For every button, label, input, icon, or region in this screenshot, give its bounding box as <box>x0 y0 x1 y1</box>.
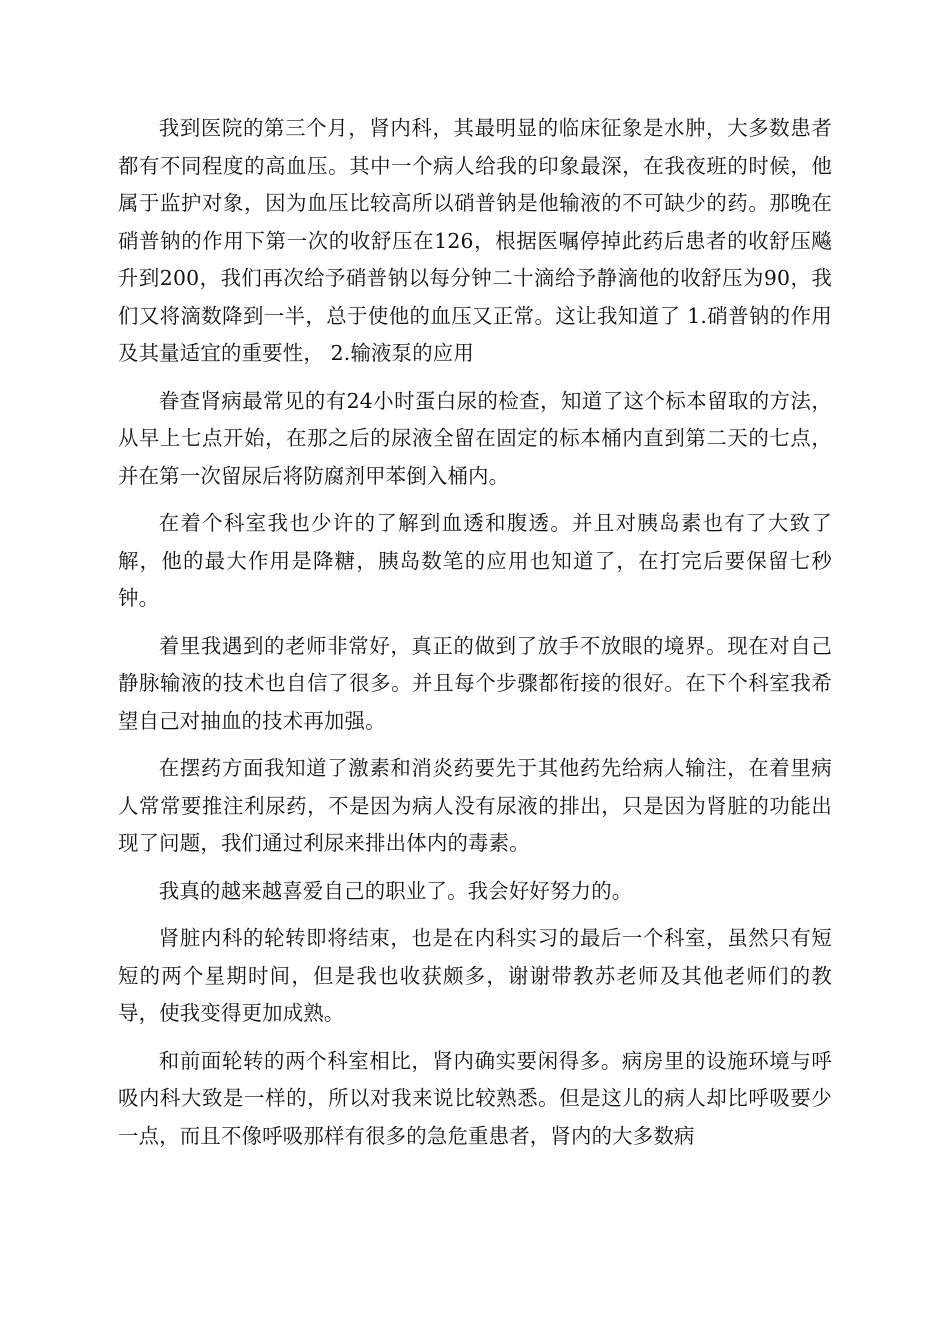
paragraph-24h-urine-protein: 眷查肾病最常见的有24小时蛋白尿的检查，知道了这个标本留取的方法，从早上七点开始，在那之后的尿液全留在固定的标本桶内直到第二天的七点，并在第一次留尿后将防腐剂甲苯倒入桶内。 <box>118 388 832 488</box>
paragraph-comparison: 和前面轮转的两个科室相比，肾内确实要闲得多。病房里的设施环境与呼吸内科大致是一样的，所以对我来说比较熟悉。但是这儿的病人却比呼吸要少一点，而且不像呼吸那样有很多的急危重患者，肾内的大多数病 <box>118 1048 832 1148</box>
paragraph-medication: 在摆药方面我知道了激素和消炎药要先于其他药先给病人输注，在着里病人常常要推注利尿药，不是因为病人没有尿液的排出，只是因为肾脏的功能出现了问题，我们通过利尿来排出体内的毒素。 <box>118 756 832 855</box>
paragraph-rotation-end: 肾脏内科的轮转即将结束，也是在内科实习的最后一个科室，虽然只有短短的两个星期时间，但是我也收获颇多，谢谢带教苏老师及其他老师们的教导，使我变得更加成熟。 <box>118 926 832 1025</box>
document-body <box>118 110 832 1165</box>
paragraph-career-love: 我真的越来越喜爱自己的职业了。我会好好努力的。 <box>158 878 633 903</box>
paragraph-teacher: 着里我遇到的老师非常好，真正的做到了放手不放眼的境界。现在对自己静脉输液的技术也自信了很多。并且每个步骤都衔接的很好。在下个科室我希望自己对抽血的技术再加强。 <box>118 633 832 733</box>
paragraph-dialysis-insulin: 在着个科室我也少许的了解到血透和腹透。并且对胰岛素也有了大致了解，他的最大作用是降糖，胰岛数笔的应用也知道了，在打完后要保留七秒钟。 <box>118 511 832 610</box>
paragraph-nephrology-intro: 我到医院的第三个月，肾内科，其最明显的临床征象是水肿，大多数患者都有不同程度的高血压。其中一个病人给我的印象最深，在我夜班的时候，他属于监护对象，因为血压比较高所以硝普钠是他输液的不可缺少的药。那晚在硝普钠的作用下第一次的收舒压在126，根据医嘱停掉此药后患者的收舒压飚升到200，我们再次给予硝普钠以每分钟二十滴给予静滴他的收舒压为90，我们又将滴数降到一半，总于使他的血压又正常。这让我知道了 1.硝普钠的作用及其量适宜的重要性， 2.输液泵的应用 <box>118 116 832 365</box>
